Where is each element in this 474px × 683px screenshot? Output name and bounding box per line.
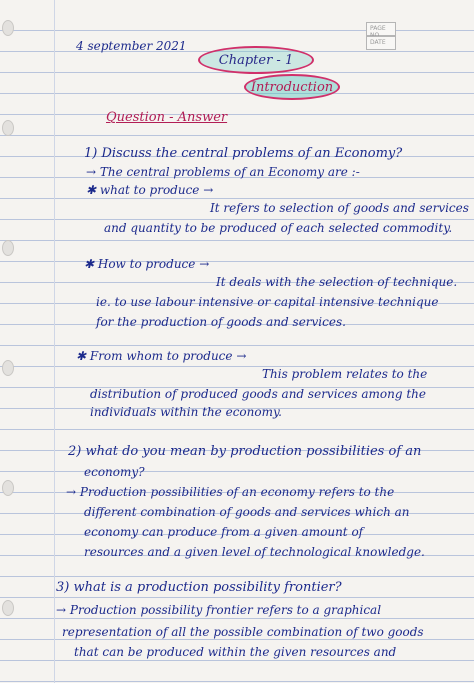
chapter-label: Chapter - 1 <box>218 52 294 68</box>
answer-line: This problem relates to the <box>262 367 428 381</box>
binder-hole <box>2 120 14 136</box>
question-2: 2) what do you mean by production possibilities of an <box>68 444 422 459</box>
answer-line: distribution of produced goods and services among the <box>90 387 426 401</box>
answer-line: It refers to selection of goods and services <box>210 201 469 215</box>
answer-line: ✱ what to produce → <box>86 183 214 197</box>
answer-line: for the production of goods and services. <box>96 315 346 329</box>
binder-hole <box>2 600 14 616</box>
answer-line: representation of all the possible combination of two goods <box>62 625 424 639</box>
answer-line: different combination of goods and services which an <box>84 505 410 519</box>
answer-line: → The central problems of an Economy are :- <box>86 165 360 179</box>
title-badge <box>244 74 340 100</box>
answer-line: individuals within the economy. <box>90 405 282 419</box>
binder-hole <box>2 20 14 36</box>
binder-hole <box>2 240 14 256</box>
page-number-label: PAGE <box>370 25 386 32</box>
answer-line: It deals with the selection of technique. <box>216 275 458 289</box>
date-box <box>366 36 396 50</box>
answer-line: → Production possibility frontier refers to a graphical <box>56 603 382 617</box>
answer-line: ie. to use labour intensive or capital intensive technique <box>96 295 439 309</box>
answer-line: that can be produced within the given resources and <box>74 645 397 659</box>
answer-line: resources and a given level of technological knowledge. <box>84 545 425 559</box>
binder-hole <box>2 360 14 376</box>
date-box-label: DATE <box>370 39 386 46</box>
answer-line: ✱ How to produce → <box>84 257 210 271</box>
answer-line: economy can produce from a given amount of <box>84 525 364 539</box>
page-date: 4 september 2021 <box>76 39 187 53</box>
answer-line: → Production possibilities of an economy refers to the <box>66 485 395 499</box>
question-3: 3) what is a production possibility frontier? <box>56 580 342 595</box>
page-title: Introduction <box>250 79 334 95</box>
page-number-box <box>366 22 396 36</box>
answer-line: ✱ From whom to produce → <box>76 349 247 363</box>
section-heading: Question - Answer <box>106 110 228 125</box>
margin-line <box>54 0 55 683</box>
answer-line: and quantity to be produced of each selected commodity. <box>104 221 453 235</box>
question-1: 1) Discuss the central problems of an Economy? <box>84 146 403 161</box>
binder-hole <box>2 480 14 496</box>
answer-line: economy? <box>84 465 145 479</box>
chapter-badge <box>198 46 314 74</box>
